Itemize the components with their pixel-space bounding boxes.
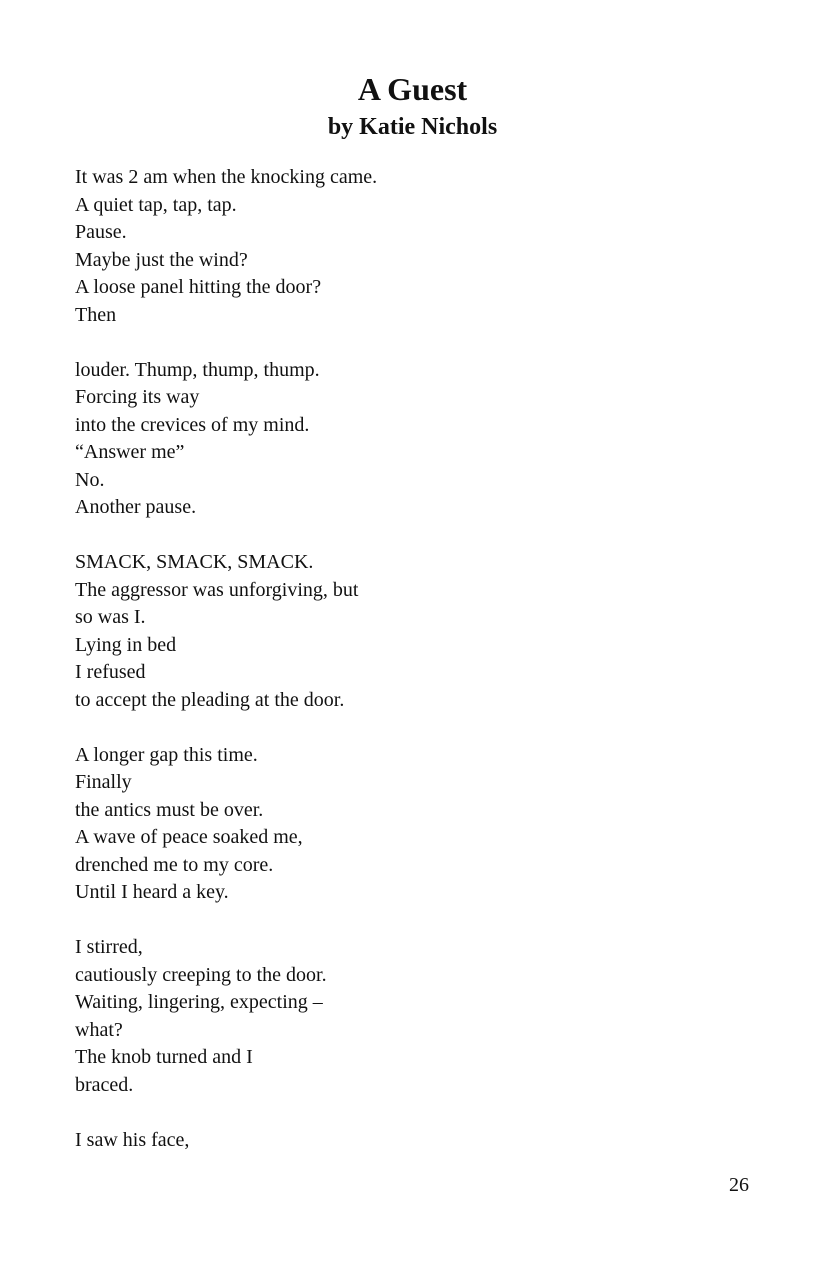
poem-line: drenched me to my core.: [75, 853, 274, 876]
stanza-4: [75, 742, 755, 907]
poem-line: SMACK, SMACK, SMACK.: [75, 551, 314, 573]
poem-title: A Guest: [357, 71, 468, 107]
poem-line: Then: [75, 303, 117, 326]
poem-line: The knob turned and I: [75, 1046, 253, 1068]
poem-line: A loose panel hitting the door?: [75, 276, 322, 298]
poem-body: [75, 164, 755, 1182]
poem-line: Forcing its way: [75, 386, 200, 408]
poem-line: No.: [75, 468, 105, 491]
stanza-5: [75, 934, 755, 1099]
poem-line: Lying in bed: [75, 633, 177, 656]
poem-line: Another pause.: [75, 496, 197, 518]
poem-line: “Answer me”: [75, 441, 185, 463]
poem-line: The aggressor was unforgiving, but: [75, 578, 359, 601]
stanza-3: [75, 549, 755, 714]
poem-line: I saw his face,: [75, 1128, 190, 1151]
poem-line: braced.: [75, 1073, 134, 1096]
poem-line: to accept the pleading at the door.: [75, 688, 345, 711]
poem-line: louder. Thump, thump, thump.: [75, 358, 320, 381]
poem-line: A wave of peace soaked me,: [75, 826, 303, 848]
poem-line: so was I.: [75, 606, 146, 628]
poem-line: A longer gap this time.: [75, 743, 258, 766]
poem-line: It was 2 am when the knocking came.: [75, 166, 378, 188]
poem-line: Until I heard a key.: [75, 881, 229, 903]
poem-line: cautiously creeping to the door.: [75, 963, 327, 986]
poem-line: I refused: [75, 661, 146, 683]
poem-line: Finally: [75, 771, 132, 793]
poem-line: Maybe just the wind?: [75, 248, 248, 271]
stanza-6: [75, 1127, 755, 1155]
poem-line: I stirred,: [75, 936, 143, 958]
stanza-2: [75, 357, 755, 522]
poem-line: into the crevices of my mind.: [75, 413, 310, 436]
stanza-1: [75, 164, 755, 329]
page-number: 26: [729, 1174, 749, 1196]
poem-line: what?: [75, 1018, 123, 1041]
poem-line: Pause.: [75, 221, 127, 243]
poem-line: Waiting, lingering, expecting –: [75, 991, 323, 1013]
poem-line: A quiet tap, tap, tap.: [75, 193, 237, 216]
poem-line: the antics must be over.: [75, 798, 264, 821]
poem-author: by Katie Nichols: [327, 114, 498, 140]
